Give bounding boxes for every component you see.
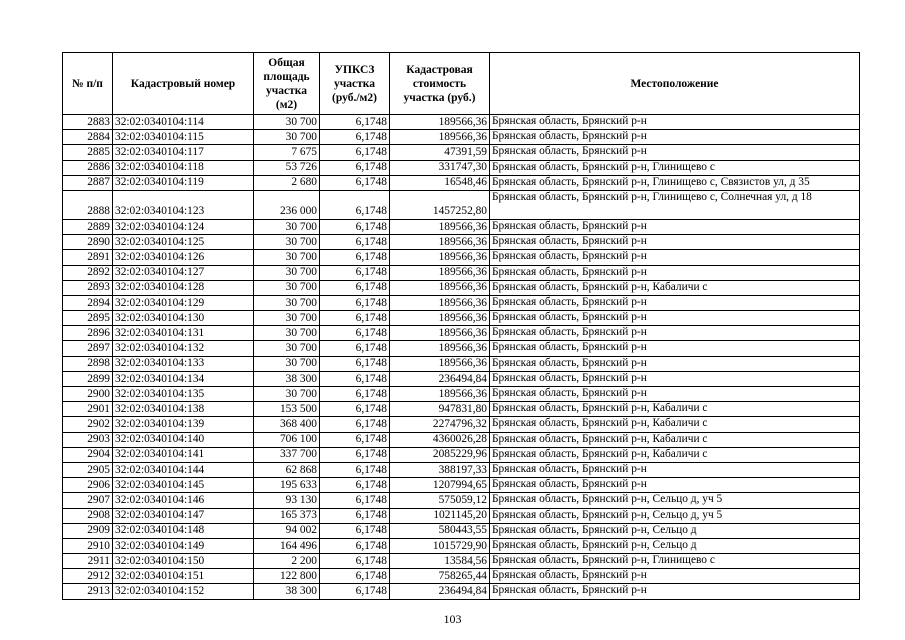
cost-value: 189566,36	[390, 311, 490, 326]
cost-value: 331747,30	[390, 160, 490, 175]
cadastral-number: 32:02:0340104:144	[113, 462, 254, 477]
row-number: 2903	[63, 432, 113, 447]
cost-value: 189566,36	[390, 280, 490, 295]
rate-value: 6,1748	[320, 432, 390, 447]
row-number: 2900	[63, 387, 113, 402]
table-row	[63, 447, 860, 462]
area-value: 53 726	[254, 160, 320, 175]
location-value: Брянская область, Брянский р-н, Сельцо д	[490, 538, 860, 553]
area-value: 30 700	[254, 235, 320, 250]
location-value: Брянская область, Брянский р-н, Кабаличи с	[490, 447, 860, 462]
location-value: Брянская область, Брянский р-н	[490, 115, 860, 130]
cadastral-number: 32:02:0340104:124	[113, 219, 254, 234]
cost-value: 189566,36	[390, 356, 490, 371]
cost-value: 758265,44	[390, 569, 490, 584]
rate-value: 6,1748	[320, 235, 390, 250]
cadastral-number: 32:02:0340104:131	[113, 326, 254, 341]
row-number: 2910	[63, 538, 113, 553]
row-number: 2888	[63, 190, 113, 219]
row-number: 2885	[63, 145, 113, 160]
cadastral-number: 32:02:0340104:150	[113, 554, 254, 569]
row-number: 2889	[63, 219, 113, 234]
cost-value: 947831,80	[390, 402, 490, 417]
area-value: 94 002	[254, 523, 320, 538]
location-value: Брянская область, Брянский р-н, Глинищево с	[490, 554, 860, 569]
location-value: Брянская область, Брянский р-н	[490, 462, 860, 477]
location-value: Брянская область, Брянский р-н, Кабаличи с	[490, 432, 860, 447]
location-value: Брянская область, Брянский р-н, Сельцо д	[490, 523, 860, 538]
rate-value: 6,1748	[320, 508, 390, 523]
cost-value: 16548,46	[390, 175, 490, 190]
cost-value: 580443,55	[390, 523, 490, 538]
header-rate: УПКСЗ участка (руб./м2)	[320, 53, 390, 115]
rate-value: 6,1748	[320, 250, 390, 265]
location-value: Брянская область, Брянский р-н	[490, 569, 860, 584]
location-value: Брянская область, Брянский р-н	[490, 235, 860, 250]
area-value: 30 700	[254, 311, 320, 326]
cadastral-number: 32:02:0340104:115	[113, 130, 254, 145]
location-value: Брянская область, Брянский р-н, Кабаличи с	[490, 417, 860, 432]
cost-value: 1015729,90	[390, 538, 490, 553]
rate-value: 6,1748	[320, 584, 390, 599]
cost-value: 189566,36	[390, 130, 490, 145]
header-area: Общая площадь участка (м2)	[254, 53, 320, 115]
area-value: 2 200	[254, 554, 320, 569]
location-value: Брянская область, Брянский р-н	[490, 265, 860, 280]
rate-value: 6,1748	[320, 538, 390, 553]
rate-value: 6,1748	[320, 402, 390, 417]
area-value: 38 300	[254, 371, 320, 386]
area-value: 2 680	[254, 175, 320, 190]
area-value: 30 700	[254, 130, 320, 145]
area-value: 706 100	[254, 432, 320, 447]
row-number: 2897	[63, 341, 113, 356]
cost-value: 189566,36	[390, 250, 490, 265]
header-location: Местоположение	[490, 53, 860, 115]
location-value: Брянская область, Брянский р-н	[490, 219, 860, 234]
location-value: Брянская область, Брянский р-н	[490, 387, 860, 402]
area-value: 30 700	[254, 265, 320, 280]
area-value: 30 700	[254, 250, 320, 265]
row-number: 2894	[63, 295, 113, 310]
location-value: Брянская область, Брянский р-н, Кабаличи с	[490, 280, 860, 295]
cadastral-number: 32:02:0340104:146	[113, 493, 254, 508]
row-number: 2884	[63, 130, 113, 145]
area-value: 30 700	[254, 295, 320, 310]
table-row	[63, 523, 860, 538]
area-value: 30 700	[254, 115, 320, 130]
cost-value: 47391,59	[390, 145, 490, 160]
cost-value: 189566,36	[390, 295, 490, 310]
table-row	[63, 265, 860, 280]
area-value: 164 496	[254, 538, 320, 553]
rate-value: 6,1748	[320, 130, 390, 145]
cadastral-number: 32:02:0340104:128	[113, 280, 254, 295]
cadastral-number: 32:02:0340104:114	[113, 115, 254, 130]
row-number: 2911	[63, 554, 113, 569]
cost-value: 189566,36	[390, 235, 490, 250]
rate-value: 6,1748	[320, 145, 390, 160]
rate-value: 6,1748	[320, 326, 390, 341]
cadastral-number: 32:02:0340104:119	[113, 175, 254, 190]
cost-value: 189566,36	[390, 265, 490, 280]
location-value: Брянская область, Брянский р-н, Глинищево с, Солнечная ул, д 18	[490, 190, 860, 219]
rate-value: 6,1748	[320, 387, 390, 402]
table-row	[63, 175, 860, 190]
area-value: 38 300	[254, 584, 320, 599]
area-value: 30 700	[254, 356, 320, 371]
table-row	[63, 569, 860, 584]
table-row	[63, 538, 860, 553]
cadastral-table	[62, 52, 860, 600]
cadastral-number: 32:02:0340104:134	[113, 371, 254, 386]
row-number: 2912	[63, 569, 113, 584]
table-row	[63, 280, 860, 295]
row-number: 2906	[63, 478, 113, 493]
table-row	[63, 250, 860, 265]
row-number: 2905	[63, 462, 113, 477]
area-value: 368 400	[254, 417, 320, 432]
table-row	[63, 554, 860, 569]
row-number: 2901	[63, 402, 113, 417]
row-number: 2909	[63, 523, 113, 538]
rate-value: 6,1748	[320, 280, 390, 295]
rate-value: 6,1748	[320, 554, 390, 569]
area-value: 7 675	[254, 145, 320, 160]
cadastral-number: 32:02:0340104:139	[113, 417, 254, 432]
rate-value: 6,1748	[320, 115, 390, 130]
table-row	[63, 402, 860, 417]
row-number: 2904	[63, 447, 113, 462]
rate-value: 6,1748	[320, 523, 390, 538]
location-value: Брянская область, Брянский р-н, Сельцо д, уч 5	[490, 493, 860, 508]
rate-value: 6,1748	[320, 478, 390, 493]
table-row	[63, 584, 860, 599]
row-number: 2908	[63, 508, 113, 523]
location-value: Брянская область, Брянский р-н	[490, 371, 860, 386]
location-value: Брянская область, Брянский р-н	[490, 250, 860, 265]
header-num: № п/п	[63, 53, 113, 115]
rate-value: 6,1748	[320, 311, 390, 326]
cadastral-number: 32:02:0340104:129	[113, 295, 254, 310]
location-value: Брянская область, Брянский р-н	[490, 341, 860, 356]
location-value: Брянская область, Брянский р-н	[490, 295, 860, 310]
location-value: Брянская область, Брянский р-н	[490, 478, 860, 493]
area-value: 30 700	[254, 280, 320, 295]
rate-value: 6,1748	[320, 417, 390, 432]
page-number: 103	[443, 612, 462, 626]
rate-value: 6,1748	[320, 493, 390, 508]
header-cadastral-number: Кадастровый номер	[113, 53, 254, 115]
cost-value: 236494,84	[390, 371, 490, 386]
row-number: 2893	[63, 280, 113, 295]
row-number: 2896	[63, 326, 113, 341]
row-number: 2898	[63, 356, 113, 371]
rate-value: 6,1748	[320, 295, 390, 310]
rate-value: 6,1748	[320, 371, 390, 386]
row-number: 2890	[63, 235, 113, 250]
rate-value: 6,1748	[320, 160, 390, 175]
cadastral-number: 32:02:0340104:140	[113, 432, 254, 447]
cadastral-number: 32:02:0340104:135	[113, 387, 254, 402]
cadastral-number: 32:02:0340104:126	[113, 250, 254, 265]
row-number: 2902	[63, 417, 113, 432]
cost-value: 1021145,20	[390, 508, 490, 523]
location-value: Брянская область, Брянский р-н	[490, 326, 860, 341]
area-value: 153 500	[254, 402, 320, 417]
row-number: 2899	[63, 371, 113, 386]
table-row	[63, 115, 860, 130]
table-row	[63, 432, 860, 447]
row-number: 2891	[63, 250, 113, 265]
cost-value: 388197,33	[390, 462, 490, 477]
table-row	[63, 493, 860, 508]
rate-value: 6,1748	[320, 569, 390, 584]
cadastral-number: 32:02:0340104:152	[113, 584, 254, 599]
table-row	[63, 356, 860, 371]
location-value: Брянская область, Брянский р-н	[490, 311, 860, 326]
area-value: 30 700	[254, 387, 320, 402]
row-number: 2895	[63, 311, 113, 326]
rate-value: 6,1748	[320, 356, 390, 371]
table-row	[63, 387, 860, 402]
cadastral-number: 32:02:0340104:151	[113, 569, 254, 584]
cadastral-number: 32:02:0340104:148	[113, 523, 254, 538]
cost-value: 189566,36	[390, 387, 490, 402]
cadastral-number: 32:02:0340104:133	[113, 356, 254, 371]
cost-value: 236494,84	[390, 584, 490, 599]
area-value: 62 868	[254, 462, 320, 477]
cadastral-number: 32:02:0340104:147	[113, 508, 254, 523]
table-row	[63, 326, 860, 341]
cadastral-number: 32:02:0340104:138	[113, 402, 254, 417]
location-value: Брянская область, Брянский р-н	[490, 145, 860, 160]
area-value: 122 800	[254, 569, 320, 584]
rate-value: 6,1748	[320, 341, 390, 356]
table-row	[63, 295, 860, 310]
row-number: 2907	[63, 493, 113, 508]
cadastral-number: 32:02:0340104:117	[113, 145, 254, 160]
cost-value: 2274796,32	[390, 417, 490, 432]
area-value: 30 700	[254, 219, 320, 234]
area-value: 30 700	[254, 341, 320, 356]
table-header-row	[63, 53, 860, 115]
table-row	[63, 341, 860, 356]
row-number: 2887	[63, 175, 113, 190]
location-value: Брянская область, Брянский р-н	[490, 584, 860, 599]
cost-value: 4360026,28	[390, 432, 490, 447]
cadastral-number: 32:02:0340104:123	[113, 190, 254, 219]
cost-value: 189566,36	[390, 115, 490, 130]
cadastral-number: 32:02:0340104:130	[113, 311, 254, 326]
row-number: 2883	[63, 115, 113, 130]
area-value: 93 130	[254, 493, 320, 508]
cadastral-number: 32:02:0340104:149	[113, 538, 254, 553]
table-row	[63, 417, 860, 432]
table-row	[63, 478, 860, 493]
location-value: Брянская область, Брянский р-н	[490, 130, 860, 145]
area-value: 165 373	[254, 508, 320, 523]
area-value: 337 700	[254, 447, 320, 462]
rate-value: 6,1748	[320, 447, 390, 462]
table-row	[63, 160, 860, 175]
cost-value: 1207994,65	[390, 478, 490, 493]
rate-value: 6,1748	[320, 190, 390, 219]
location-value: Брянская область, Брянский р-н, Сельцо д, уч 5	[490, 508, 860, 523]
rate-value: 6,1748	[320, 219, 390, 234]
cadastral-number: 32:02:0340104:145	[113, 478, 254, 493]
cost-value: 2085229,96	[390, 447, 490, 462]
location-value: Брянская область, Брянский р-н	[490, 356, 860, 371]
row-number: 2886	[63, 160, 113, 175]
cadastral-number: 32:02:0340104:125	[113, 235, 254, 250]
cadastral-number: 32:02:0340104:127	[113, 265, 254, 280]
cadastral-number: 32:02:0340104:118	[113, 160, 254, 175]
cost-value: 189566,36	[390, 219, 490, 234]
table-row	[63, 371, 860, 386]
cost-value: 13584,56	[390, 554, 490, 569]
header-cost: Кадастровая стоимость участка (руб.)	[390, 53, 490, 115]
location-value: Брянская область, Брянский р-н, Глинищево с	[490, 160, 860, 175]
table-row	[63, 219, 860, 234]
rate-value: 6,1748	[320, 175, 390, 190]
cadastral-number: 32:02:0340104:141	[113, 447, 254, 462]
cost-value: 1457252,80	[390, 190, 490, 219]
table-row	[63, 130, 860, 145]
cost-value: 189566,36	[390, 341, 490, 356]
cost-value: 189566,36	[390, 326, 490, 341]
table-row	[63, 462, 860, 477]
table-row	[63, 235, 860, 250]
location-value: Брянская область, Брянский р-н, Глинищево с, Связистов ул, д 35	[490, 175, 860, 190]
table-body	[63, 115, 860, 600]
area-value: 236 000	[254, 190, 320, 219]
table-row	[63, 311, 860, 326]
area-value: 30 700	[254, 326, 320, 341]
area-value: 195 633	[254, 478, 320, 493]
rate-value: 6,1748	[320, 462, 390, 477]
table-row	[63, 145, 860, 160]
row-number: 2892	[63, 265, 113, 280]
cost-value: 575059,12	[390, 493, 490, 508]
location-value: Брянская область, Брянский р-н, Кабаличи с	[490, 402, 860, 417]
rate-value: 6,1748	[320, 265, 390, 280]
table-row	[63, 190, 860, 219]
cadastral-number: 32:02:0340104:132	[113, 341, 254, 356]
row-number: 2913	[63, 584, 113, 599]
table-row	[63, 508, 860, 523]
